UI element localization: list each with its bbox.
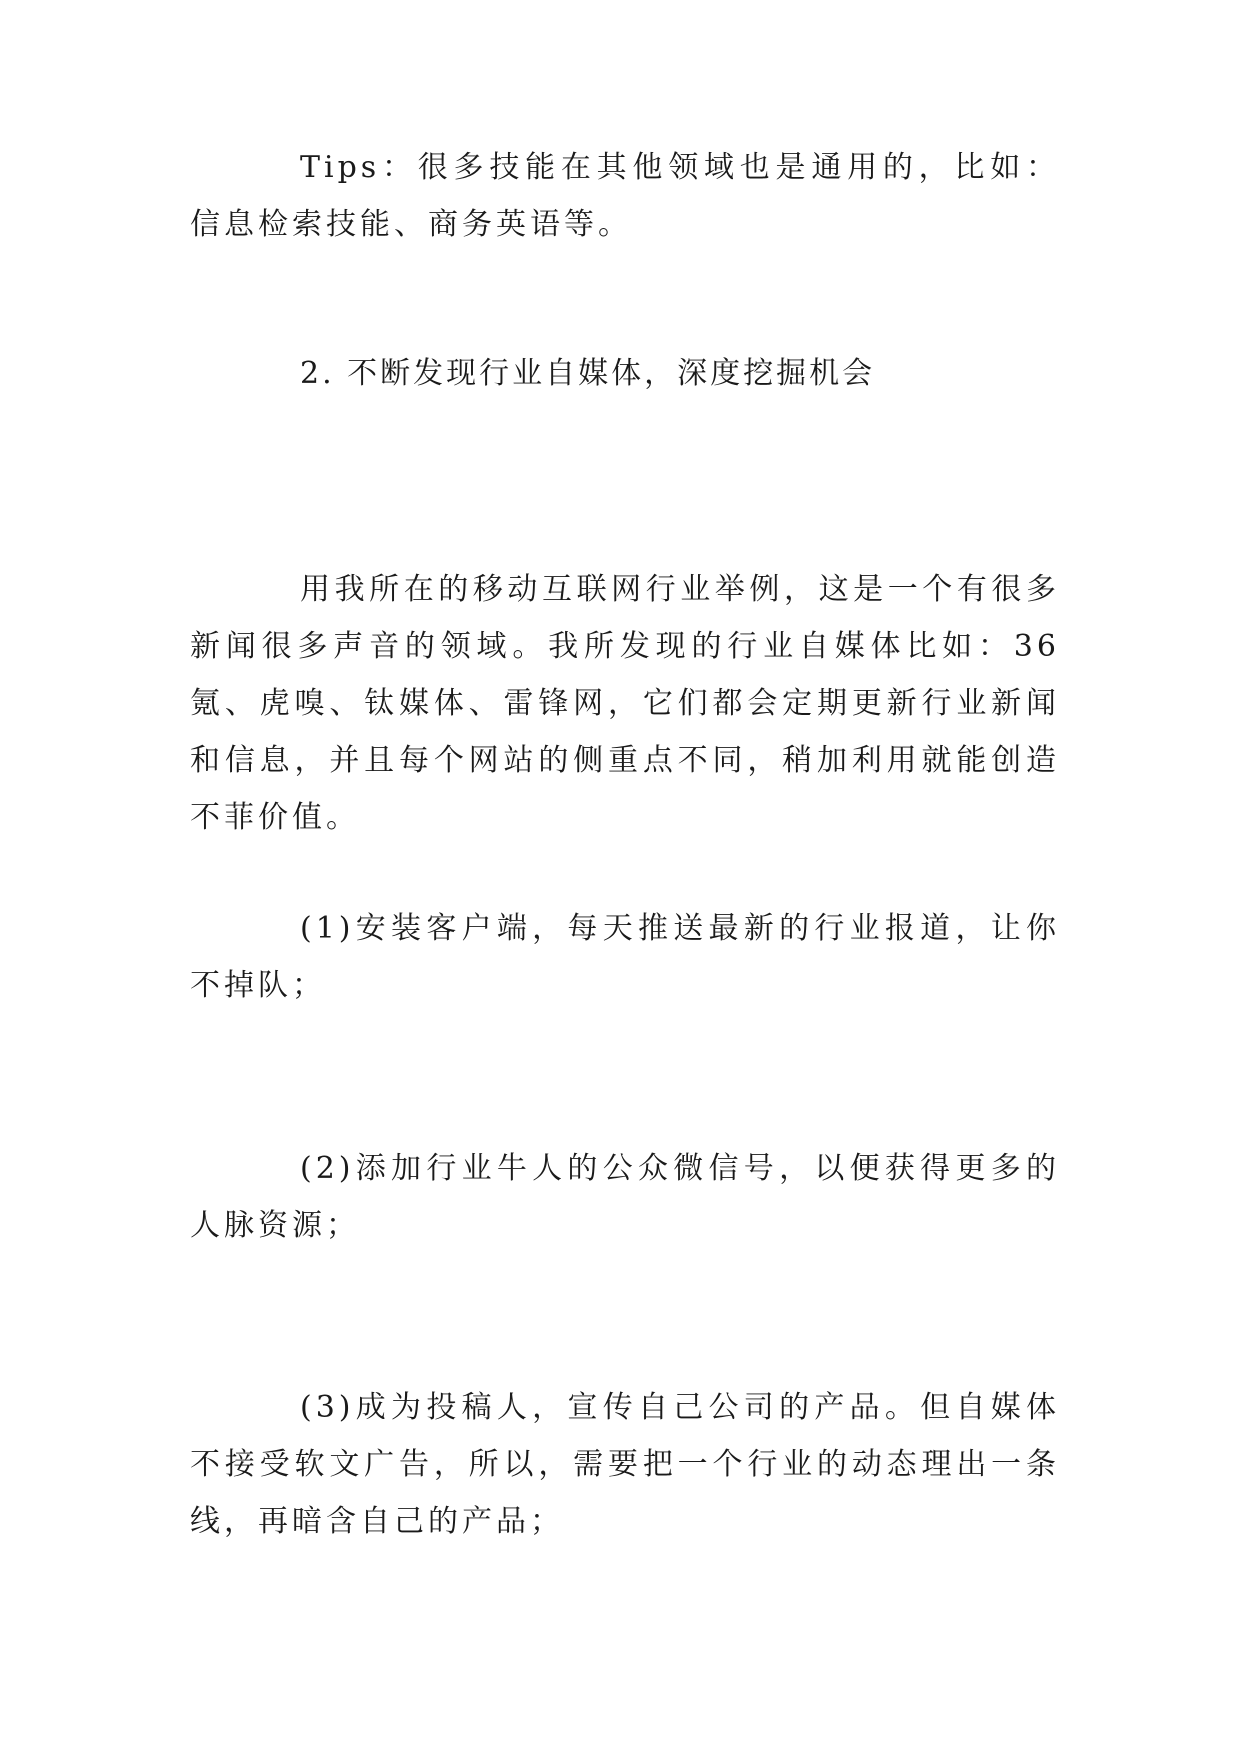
section-heading: 2. 不断发现行业自媒体，深度挖掘机会 [300, 356, 876, 391]
example-paragraph: 用我所在的移动互联网行业举例，这是一个有很多新闻很多声音的领域。我所发现的行业自媒体比如：36氪、虎嗅、钛媒体、雷锋网，它们都会定期更新行业新闻和信息，并且每个网站的侧重点不同，稍加利用就能创造不菲价值。 [190, 572, 1060, 835]
list-item-1: (1)安装客户端，每天推送最新的行业报道，让你不掉队； [190, 911, 1060, 1003]
list-item-3: (3)成为投稿人，宣传自己公司的产品。但自媒体不接受软文广告，所以，需要把一个行业的动态理出一条线，再暗含自己的产品； [190, 1390, 1060, 1539]
tips-paragraph: Tips：很多技能在其他领域也是通用的，比如：信息检索技能、商务英语等。 [190, 150, 1060, 242]
list-item-2: (2)添加行业牛人的公众微信号，以便获得更多的人脉资源； [190, 1151, 1060, 1243]
